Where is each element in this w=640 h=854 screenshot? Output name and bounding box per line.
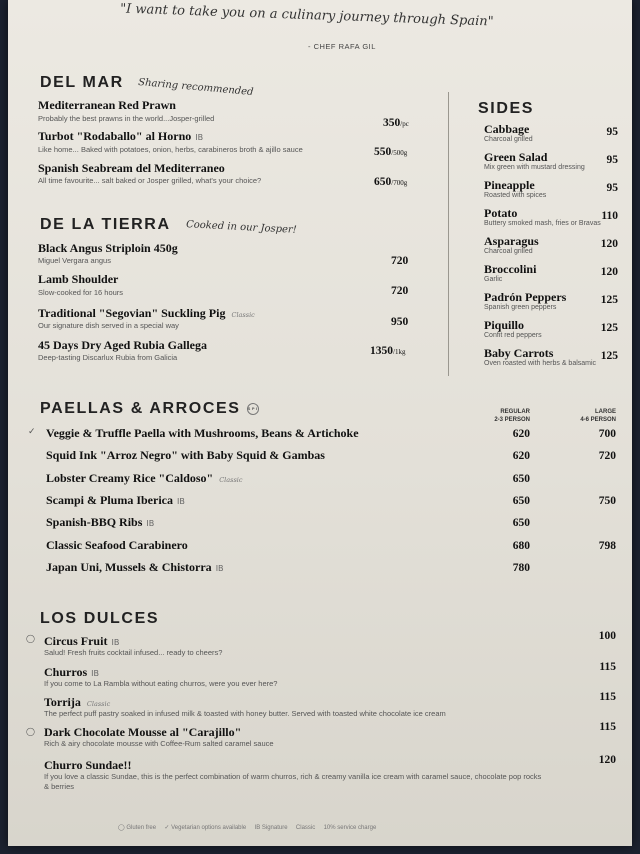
dessert-item-name (44, 725, 241, 740)
iberico-icon: IB (146, 519, 155, 529)
iberico-icon: IB (91, 669, 99, 678)
side-item-name: Pineapple (484, 178, 535, 192)
paella-item-label: Classic Seafood Carabinero (46, 537, 188, 552)
menu-item-name: Traditional "Segovian" Suckling Pig Classic (38, 306, 255, 320)
section-title-del-mar: DEL MAR (40, 74, 124, 91)
side-item-name: Asparagus (484, 234, 539, 248)
dessert-item-desc: Salud! Fresh fruits cocktail infused... ready to cheers? (44, 648, 223, 657)
chef-quote: "I want to take you on a culinary journey through Spain" (119, 1, 494, 30)
side-item-desc: Oven roasted with herbs & balsamic (484, 360, 597, 367)
paella-item-name (46, 493, 185, 508)
paella-regular-price: 780 (512, 561, 530, 574)
column-divider (448, 92, 449, 376)
dessert-item-name (44, 634, 119, 649)
menu-item-name: 45 Days Dry Aged Rubia Gallega (38, 338, 208, 352)
paella-regular-price: 620 (512, 428, 530, 440)
gluten-free-icon: ◯ (118, 825, 127, 831)
dessert-item-label: Churros (44, 665, 88, 679)
menu-item-desc: Deep-tasting Discarlux Rubia from Galicia (38, 353, 178, 362)
menu-item-desc: Slow-cooked for 16 hours (38, 288, 124, 297)
dessert-item-desc: If you come to La Rambla without eating churros, were you ever here? (44, 679, 278, 688)
iberico-icon: IB (177, 496, 185, 506)
paella-item-name (46, 515, 154, 530)
side-item-price: 125 (600, 322, 618, 334)
signature-icon: Classic (219, 475, 243, 484)
side-item-name: Baby Carrots (484, 346, 554, 360)
iberico-icon: IB (111, 638, 120, 647)
dessert-item-price: 100 (598, 630, 616, 642)
menu-item-price: 720 (391, 285, 409, 297)
vegetarian-icon: ✓ (28, 426, 36, 436)
menu-item-price: 720 (391, 255, 409, 267)
vegetarian-icon: ✓ (164, 825, 172, 831)
section-title-sides: SIDES (478, 100, 535, 117)
paella-item-label: Spanish-BBQ Ribs (46, 515, 143, 530)
section-title-paellas: PAELLAS & ARROCES SPI (40, 400, 259, 417)
dessert-item-price: 115 (599, 661, 616, 673)
footer-legend: ◯ Gluten free ✓ Vegetarian options available IB Signature Classic 10% service charge (118, 825, 377, 831)
side-item-price: 110 (601, 210, 618, 222)
paella-item-label: Veggie & Truffle Paella with Mushrooms, Beans & Artichoke (46, 426, 359, 440)
paella-regular-price: 620 (512, 450, 530, 463)
paella-item-name (46, 538, 188, 553)
menu-item-price: 950 (391, 316, 409, 328)
menu-item-desc: Probably the best prawns in the world...Josper-grilled (38, 114, 215, 123)
paella-regular-price: 650 (512, 517, 530, 530)
menu-item-desc: All time favourite... salt baked or Josper grilled, what's your choice? (38, 176, 262, 185)
iberico-icon: IB (195, 133, 204, 142)
iberico-icon: IB (254, 825, 262, 831)
menu-item-desc: Our signature dish served in a special way (38, 321, 179, 330)
side-item-desc: Confit red peppers (484, 332, 542, 339)
side-item-desc: Buttery smoked mash, fries or Bravas (484, 220, 601, 227)
del-mar-tagline: Sharing recommended (137, 76, 254, 99)
de-la-tierra-tagline: Cooked in our Josper! (185, 219, 297, 236)
menu-page (8, 0, 632, 846)
side-item-price: 95 (606, 182, 618, 194)
paella-item-label: Lobster Creamy Rice "Caldoso" (46, 470, 214, 485)
paella-item-name (46, 560, 224, 575)
paella-large-price: 750 (598, 494, 616, 507)
side-item-price: 125 (600, 350, 618, 362)
signature-icon: Classic (231, 311, 255, 319)
dessert-item-name (44, 695, 110, 710)
side-item-price: 95 (606, 154, 618, 166)
dessert-item-label: Torrija (44, 695, 81, 709)
dessert-item-desc: The perfect puff pastry soaked in infused milk & toasted with honey butter. Served with toasted white chocolate ice cream (44, 709, 446, 718)
dessert-item-price: 115 (599, 721, 616, 733)
paella-item-name (46, 448, 325, 463)
side-item-desc: Charcoal grilled (484, 248, 533, 255)
iberico-icon: IB (215, 563, 224, 573)
side-item-desc: Mix green with mustard dressing (484, 164, 585, 171)
side-item-name: Green Salad (484, 150, 548, 164)
menu-item-price: 650/700g (374, 176, 408, 188)
signature-icon: Classic (86, 700, 111, 708)
menu-item-name: Spanish Seabream del Mediterraneo (38, 161, 225, 175)
side-item-name: Potato (484, 206, 518, 220)
side-item-desc: Roasted with spices (484, 192, 547, 199)
chef-signature: - CHEF RAFA GIL (308, 42, 376, 51)
side-item-price: 120 (600, 238, 618, 250)
side-item-desc: Charcoal grilled (484, 136, 533, 143)
side-item-name: Broccolini (484, 262, 537, 276)
section-title-dulces: LOS DULCES (40, 610, 160, 627)
paella-item-name (46, 426, 359, 441)
menu-item-name: Mediterranean Red Prawn (38, 98, 176, 112)
menu-item-desc: Like home... Baked with potatoes, onion, herbs, carabineros broth & ajillo sauce (38, 145, 303, 154)
menu-item-price: 1350/1kg (370, 345, 406, 357)
menu-item-desc: Miguel Vergara angus (38, 256, 111, 265)
side-item-name: Padrón Peppers (484, 290, 567, 304)
menu-item-name: Turbot "Rodaballo" al Horno IB (38, 129, 204, 143)
paella-large-price: 700 (598, 428, 616, 440)
dessert-item-label: Churro Sundae!! (44, 758, 132, 772)
side-item-name: Piquillo (484, 318, 525, 332)
paella-regular-price: 650 (512, 494, 530, 507)
gluten-free-icon: ◯ (26, 634, 35, 643)
dessert-item-desc: Rich & airy chocolate mousse with Coffee-Rum salted caramel sauce (44, 739, 274, 748)
dessert-item-name (44, 665, 99, 680)
dessert-item-name (44, 758, 131, 773)
dessert-item-desc: If you love a classic Sundae, this is the perfect combination of warm churros, rich & creamy vanilla ice cream with caramel sauce, chocolate pop rocks & berries (44, 772, 542, 791)
menu-item-name: Black Angus Striploin 450g (38, 241, 178, 255)
paella-item-label: Japan Uni, Mussels & Chistorra (46, 559, 212, 574)
dessert-item-label: Dark Chocolate Mousse al "Carajillo" (44, 725, 242, 739)
paella-item-label: Squid Ink "Arroz Negro" with Baby Squid & Gambas (46, 448, 325, 463)
dessert-item-price: 115 (599, 691, 616, 703)
side-item-price: 120 (600, 266, 618, 278)
menu-item-name: Lamb Shoulder (38, 272, 119, 286)
section-title-de-la-tierra: DE LA TIERRA (40, 216, 171, 233)
spicy-icon: SPI (247, 403, 259, 415)
menu-item-price: 550/500g (374, 146, 408, 158)
col-regular-header: REGULAR 2-3 PERSON (494, 409, 530, 423)
paella-item-label: Scampi & Pluma Iberica (46, 492, 173, 507)
dessert-item-price: 120 (598, 754, 616, 766)
paella-large-price: 720 (598, 450, 616, 463)
paella-regular-price: 680 (512, 539, 530, 552)
side-item-price: 95 (606, 126, 618, 138)
side-item-desc: Garlic (484, 276, 503, 283)
dessert-item-label: Circus Fruit (44, 634, 108, 648)
paella-item-name (46, 471, 243, 486)
paella-large-price: 798 (598, 539, 616, 552)
side-item-name: Cabbage (484, 122, 530, 136)
menu-item-price: 350/pc (383, 117, 409, 129)
paella-regular-price: 650 (512, 472, 530, 485)
gluten-free-icon: ◯ (26, 727, 35, 736)
side-item-desc: Spanish green peppers (484, 304, 557, 311)
side-item-price: 125 (600, 294, 618, 306)
col-large-header: LARGE 4-6 PERSON (580, 409, 616, 423)
